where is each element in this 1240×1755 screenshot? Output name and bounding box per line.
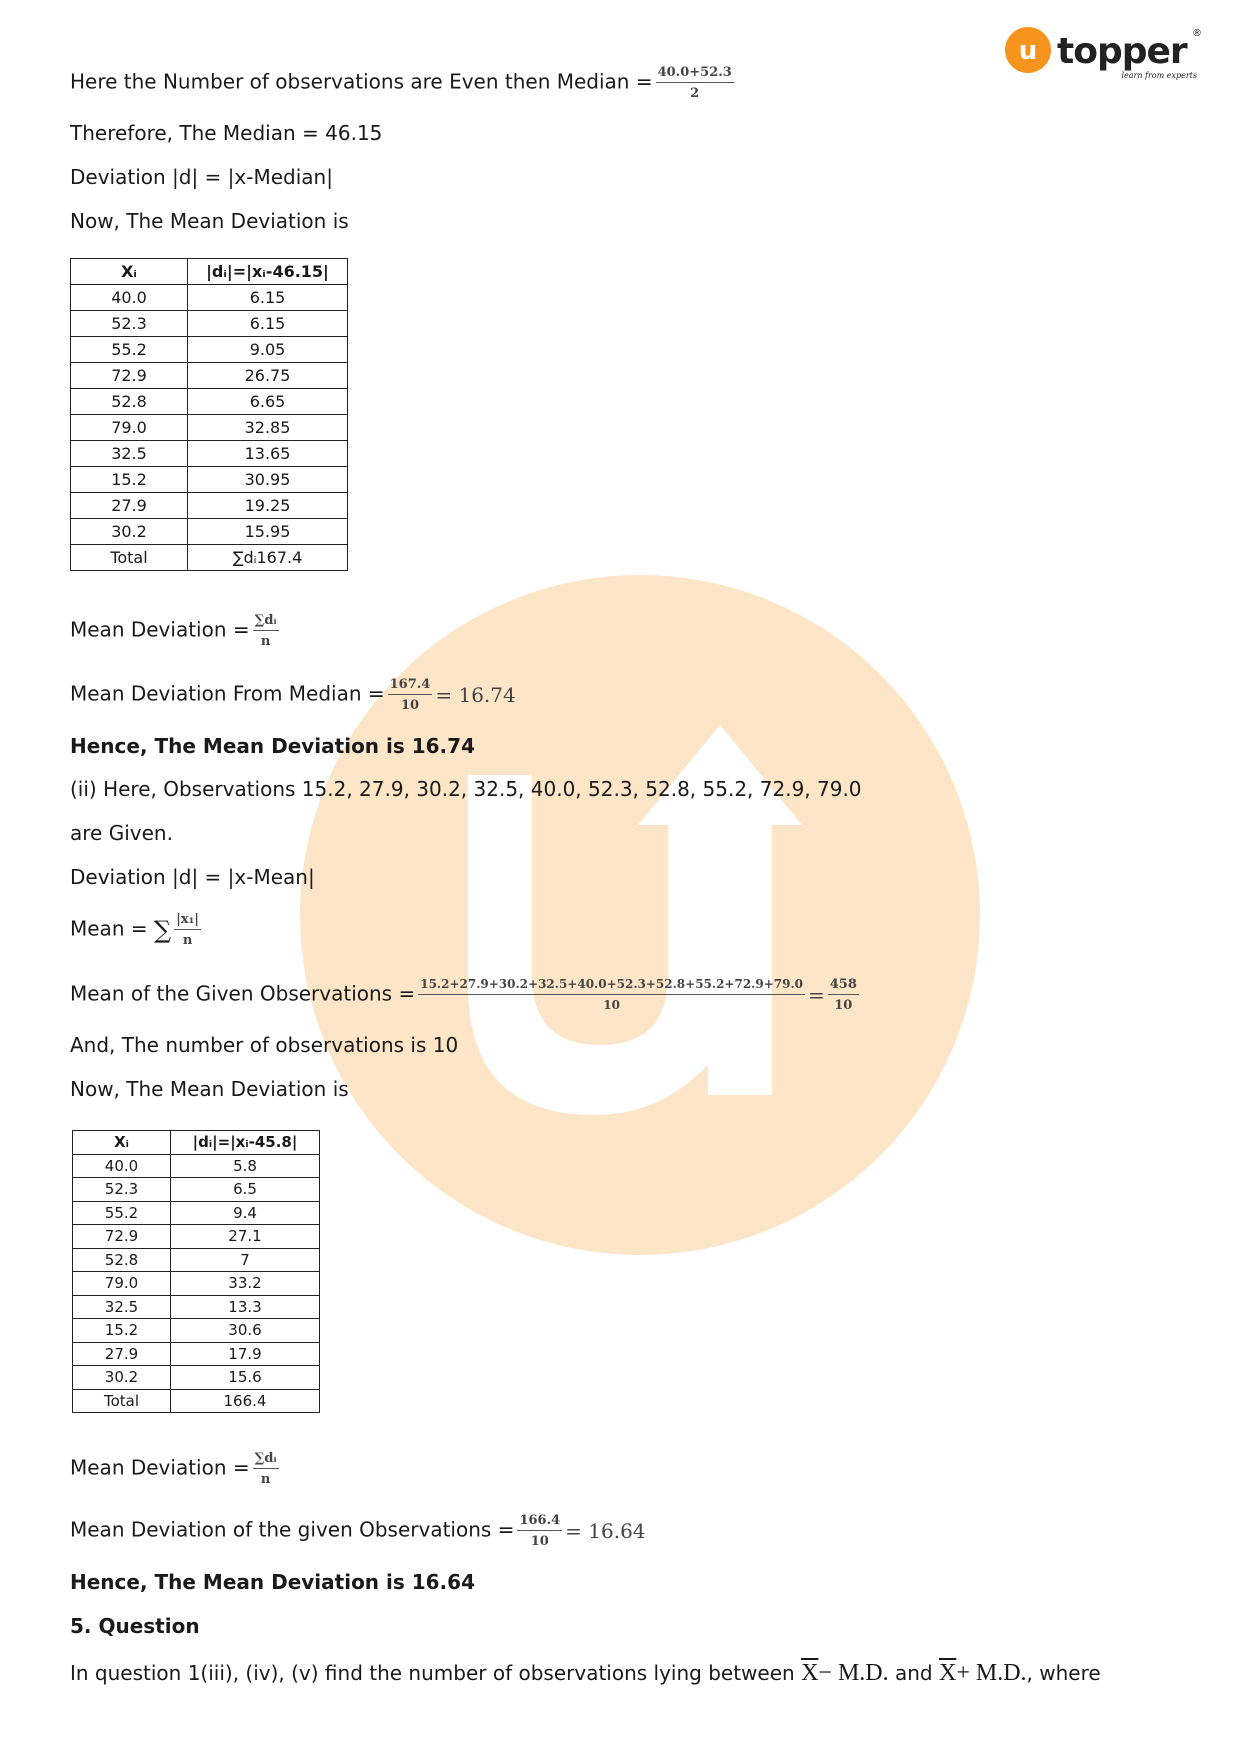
table-row: 27.9 19.25 — [71, 493, 348, 519]
mean-deviation-intro-2: Now, The Mean Deviation is — [70, 1077, 349, 1101]
table-row: 79.0 32.85 — [71, 415, 348, 441]
table-row: 52.3 6.15 — [71, 311, 348, 337]
table-row: 32.5 13.3 — [73, 1295, 320, 1319]
deviation-table-median — [70, 258, 348, 571]
median-intro-line: Here the Number of observations are Even then Median = $\frac{40.0+52.3}{2}$ — [70, 65, 732, 101]
table-row: 52.8 6.65 — [71, 389, 348, 415]
deviation-mean-line: Deviation |d| = |x-Mean| — [70, 865, 315, 889]
part-ii-line-1: (ii) Here, Observations 15.2, 27.9, 30.2, 32.5, 40.0, 52.3, 52.8, 55.2, 72.9, 79.0 — [70, 777, 862, 801]
table-row: 15.2 30.95 — [71, 467, 348, 493]
table-row: 32.5 13.65 — [71, 441, 348, 467]
logo-word: topper — [1057, 31, 1187, 72]
median-result-line: Therefore, The Median = 46.15 — [70, 121, 383, 145]
median-fraction: $\frac{40.0+52.3}{2}$ — [657, 65, 732, 101]
mean-deviation-given-line: Mean Deviation of the given Observations = $\frac{166.4}{10}$ = 16.64 — [70, 1513, 646, 1549]
logo-registered-mark: ® — [1192, 28, 1202, 39]
mean-deviation-formula-1: Mean Deviation = $\frac{\text{∑dᵢ}}{n}$ — [70, 613, 277, 649]
number-of-observations-line: And, The number of observations is 10 — [70, 1033, 459, 1057]
table-total-row: Total 166.4 — [73, 1389, 320, 1413]
table-row: 15.2 30.6 — [73, 1319, 320, 1343]
mean-formula-line: Mean = ∑ $\frac{\text{|x₁|}}{n}$ — [70, 912, 200, 948]
table-row: 72.9 26.75 — [71, 363, 348, 389]
mean-deviation-formula-2: Mean Deviation = $\frac{\text{∑dᵢ}}{n}$ — [70, 1451, 277, 1487]
logo-tagline: learn from experts — [1121, 71, 1197, 80]
question-text: In question 1(iii), (iv), (v) find the number of observations lying between $\overline{X}- M.D$. and $\overline{X}+ M.D$., where — [70, 1660, 1101, 1686]
deviation-table-mean — [72, 1130, 320, 1413]
table-header: |dᵢ|=|xᵢ-46.15| — [188, 259, 348, 285]
table-row: 30.2 15.95 — [71, 519, 348, 545]
table-row: 40.0 6.15 — [71, 285, 348, 311]
table-total-row: Total ∑dᵢ167.4 — [71, 545, 348, 571]
table-row: 79.0 33.2 — [73, 1272, 320, 1296]
conclusion-line-1: Hence, The Mean Deviation is 16.74 — [70, 734, 475, 758]
part-ii-line-2: are Given. — [70, 821, 173, 845]
table-row: 55.2 9.05 — [71, 337, 348, 363]
brand-logo — [1005, 26, 1205, 86]
table-row: 52.8 7 — [73, 1248, 320, 1272]
x-bar-symbol: $\overline{X}$ — [938, 1660, 957, 1686]
table-row: 55.2 9.4 — [73, 1201, 320, 1225]
deviation-median-line: Deviation |d| = |x-Median| — [70, 165, 333, 189]
table-header: |dᵢ|=|xᵢ-45.8| — [171, 1131, 320, 1155]
mean-deviation-intro-1: Now, The Mean Deviation is — [70, 209, 349, 233]
table-row: 52.3 6.5 — [73, 1178, 320, 1202]
table-row: 30.2 15.6 — [73, 1366, 320, 1390]
logo-letter: u — [1018, 36, 1038, 66]
mean-given-observations-line: Mean of the Given Observations = $\frac{15.2+27.9+30.2+32.5+40.0+52.3+52.8+55.2+72.9+79.0}{10}$ = $\frac{458}{10}$ — [70, 977, 857, 1013]
table-row: 40.0 5.8 — [73, 1154, 320, 1178]
mean-deviation-from-median-line: Mean Deviation From Median = $\frac{167.4}{10}$ = 16.74 — [70, 677, 516, 713]
table-row: 72.9 27.1 — [73, 1225, 320, 1249]
table-row: 27.9 17.9 — [73, 1342, 320, 1366]
table-header: Xᵢ — [71, 259, 188, 285]
question-heading: 5. Question — [70, 1614, 200, 1638]
x-bar-symbol: $\overline{X}$ — [801, 1660, 819, 1686]
conclusion-line-2: Hence, The Mean Deviation is 16.64 — [70, 1570, 475, 1594]
table-header: Xᵢ — [73, 1131, 171, 1155]
